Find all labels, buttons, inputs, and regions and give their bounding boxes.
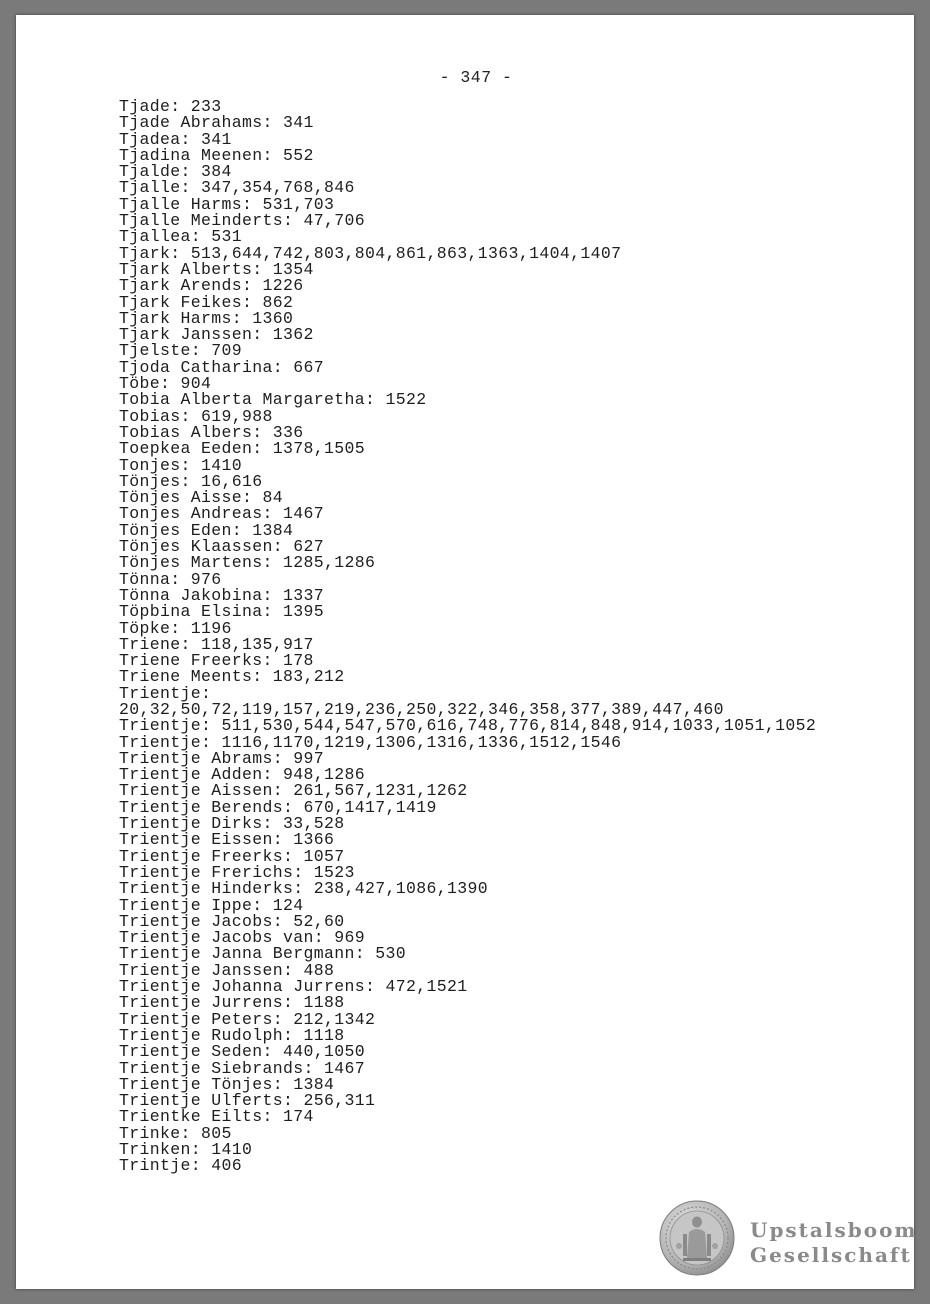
index-entry: Trientke Eilts: 174 <box>119 1107 314 1127</box>
upstalsboom-gesellschaft-logo <box>750 1218 918 1268</box>
index-entry: Tönjes: 16,616 <box>119 471 263 491</box>
index-entry: Trientje Eissen: 1366 <box>119 830 335 850</box>
index-entry: Tönna Jakobina: 1337 <box>119 585 325 605</box>
index-entry: Tjark Feikes: 862 <box>119 292 294 312</box>
index-entry: Triene Freerks: 178 <box>119 651 314 671</box>
index-entry: Trientje Adden: 948,1286 <box>119 765 366 785</box>
index-entry: Trientje Hinderks: 238,427,1086,1390 <box>119 879 489 899</box>
index-entry: Trientje Ippe: 124 <box>119 895 304 915</box>
logo-line-2: Gesellschaft <box>750 1243 912 1267</box>
upstalsboom-seal-icon <box>659 1200 735 1276</box>
index-entry: Trinken: 1410 <box>119 1140 253 1159</box>
document-page <box>16 15 918 1289</box>
index-entry: Trientje Tönjes: 1384 <box>119 1074 335 1094</box>
index-entry: Trientje Ulferts: 256,311 <box>119 1091 376 1111</box>
index-entry: Tjadina Meenen: 552 <box>119 145 314 165</box>
index-entry: Trientje Janna Bergmann: 530 <box>119 944 407 964</box>
index-entry: Tjelste: 709 <box>119 341 243 361</box>
index-entry: Tjalde: 384 <box>119 162 232 182</box>
index-entry: Trientje Johanna Jurrens: 472,1521 <box>119 977 468 997</box>
index-entry: Tjalle: 347,354,768,846 <box>119 178 355 198</box>
index-entry: Tjark Harms: 1360 <box>119 308 294 328</box>
index-entry: Trientje Berends: 670,1417,1419 <box>119 797 437 817</box>
index-entry: Tjadea: 341 <box>119 129 232 149</box>
index-entry: Tobias: 619,988 <box>119 406 273 426</box>
index-entry: Trientje Freerks: 1057 <box>119 846 345 866</box>
index-entry: Trientje Frerichs: 1523 <box>119 862 355 882</box>
index-entry: Triene: 118,135,917 <box>119 634 314 654</box>
index-entry: Tonjes Andreas: 1467 <box>119 504 325 524</box>
index-entry: Töpbina Elsina: 1395 <box>119 602 325 622</box>
index-entry: Trientje Siebrands: 1467 <box>119 1058 366 1078</box>
index-entry: Trientje: 1116,1170,1219,1306,1316,1336,1512,1546 <box>119 732 622 752</box>
index-entry: Tobias Albers: 336 <box>119 422 304 442</box>
index-entry: Tonjes: 1410 <box>119 455 243 475</box>
index-entry: Trientje Peters: 212,1342 <box>119 1009 376 1029</box>
index-entry: Tjade: 233 <box>119 97 222 116</box>
index-entry: Tjalle Harms: 531,703 <box>119 194 335 214</box>
index-entry: Tjalle Meinderts: 47,706 <box>119 211 366 231</box>
index-entry: Trientje Aissen: 261,567,1231,1262 <box>119 781 468 801</box>
index-entry: Trientje: 511,530,544,547,570,616,748,776,814,848,914,1033,1051,1052 <box>119 716 817 736</box>
index-entry: Trientje: <box>119 683 212 703</box>
index-entry: Trientje Seden: 440,1050 <box>119 1042 366 1062</box>
index-entry: Tönna: 976 <box>119 569 222 589</box>
index-entry: Tjade Abrahams: 341 <box>119 113 314 133</box>
index-entry: Tönjes Klaassen: 627 <box>119 537 325 557</box>
index-entry: Tönjes Martens: 1285,1286 <box>119 553 376 573</box>
index-entry: Toepkea Eeden: 1378,1505 <box>119 439 366 459</box>
index-entry: Triene Meents: 183,212 <box>119 667 345 687</box>
page-number: - 347 - <box>439 68 513 87</box>
index-entry: Töpke: 1196 <box>119 618 232 638</box>
index-entry: Tjark Alberts: 1354 <box>119 259 314 279</box>
index-entry: Tönjes Aisse: 84 <box>119 488 284 508</box>
logo-line-1: Upstalsboom <box>750 1218 918 1242</box>
index-entry: Trientje Janssen: 488 <box>119 960 335 980</box>
index-entry: Trientje Jacobs van: 969 <box>119 928 366 948</box>
index-entry: Trientje Rudolph: 1118 <box>119 1025 345 1045</box>
index-entry: 20,32,50,72,119,157,219,236,250,322,346,358,377,389,447,460 <box>119 699 724 719</box>
index-entry: Tobia Alberta Margaretha: 1522 <box>119 390 427 410</box>
index-entry: Tjark: 513,644,742,803,804,861,863,1363,1404,1407 <box>119 243 622 263</box>
index-entry: Trientje Jacobs: 52,60 <box>119 911 345 931</box>
index-entry: Tönjes Eden: 1384 <box>119 520 294 540</box>
index-entry: Trientje Jurrens: 1188 <box>119 993 345 1013</box>
index-entry: Töbe: 904 <box>119 374 212 394</box>
index-entry-list <box>119 99 816 1175</box>
index-entry: Tjallea: 531 <box>119 227 243 247</box>
index-entry: Tjark Arends: 1226 <box>119 276 304 296</box>
index-entry: Trientje Abrams: 997 <box>119 748 325 768</box>
index-entry: Trientje Dirks: 33,528 <box>119 814 345 834</box>
index-entry: Trintje: 406 <box>119 1156 243 1176</box>
index-entry: Trinke: 805 <box>119 1123 232 1143</box>
index-entry: Tjoda Catharina: 667 <box>119 357 325 377</box>
index-entry: Tjark Janssen: 1362 <box>119 325 314 345</box>
